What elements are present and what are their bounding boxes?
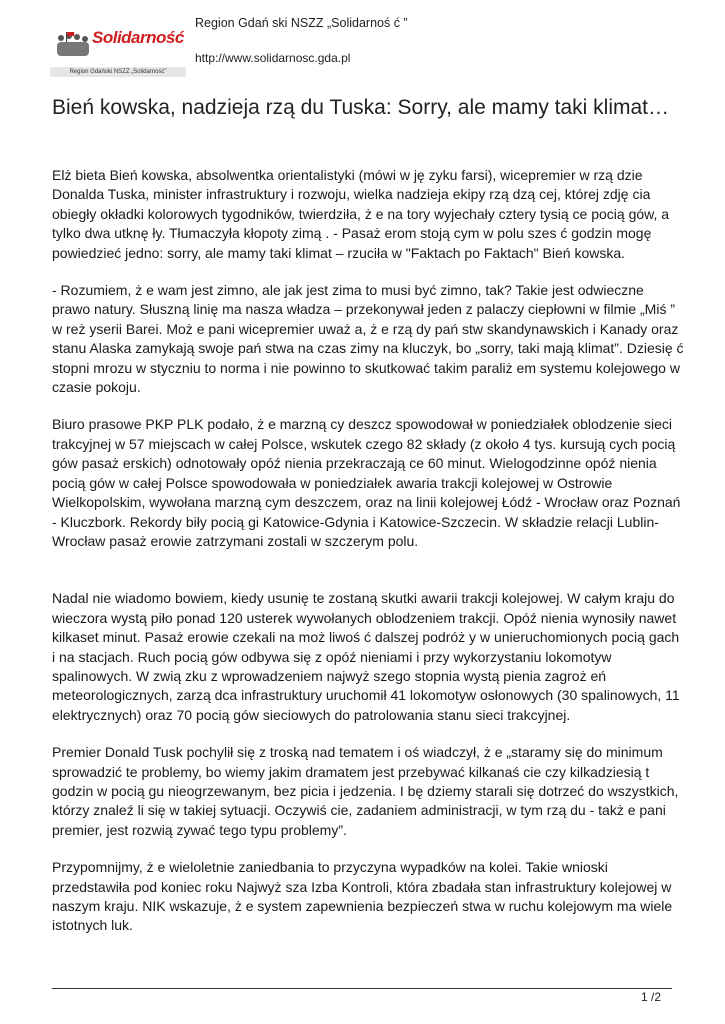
article-body [52, 166, 684, 954]
site-name: Region Gdań ski NSZZ „Solidarnoś ć ” [195, 16, 408, 30]
article-paragraph: Biuro prasowe PKP PLK podało, ż e marzną cy deszcz spowodował w poniedziałek oblodzenie sieci trakcyjnej w 57 miejscach w całej Polsce, wskutek czego 82 składy (z około 4 tys. kursują cych pocią gów pasaż erskich) odnotowały opóź nienia przekraczają ce 60 minut. Wielogodzinne opóź nienia pocią gów w całej Polsce spowodowała w poniedziałek awaria trakcji kolejowej w Ostrowie Wielkopolskim, wywołana marzną cym deszczem, oraz na linii kolejowej Łódź - Wrocław oraz Poznań - Kluczbork. Rekordy biły pocią gi Katowice-Gdynia i Katowice-Szczecin. W składzie relacji Lublin-Wrocław pasaż erowie zatrzymani zostali w szczerym polu. [52, 416, 681, 549]
site-url[interactable]: http://www.solidarnosc.gda.pl [195, 51, 351, 65]
page-header [50, 10, 675, 74]
article-paragraph: Przypomnijmy, ż e wieloletnie zaniedbania to przyczyna wypadków na kolei. Takie wnioski przedstawiła pod koniec roku Najwyż sza Izba Kontroli, która zbadała stan infrastruktury kolejowej w naszym kraju. NIK wskazuje, ż e system zapewnienia bezpieczeń stwa w ruchu kolejowym ma wiele istotnych luk. [52, 859, 673, 934]
article-paragraph: Elż bieta Bień kowska, absolwentka orientalistyki (mówi w ję zyku farsi), wicepremier w rzą dzie Donalda Tuska, minister infrastruktury i rozwoju, wielka nadzieja ekipy rzą dzą cej, której zdję cia obiegły okładki kolorowych tygodników, twierdziła, ż e na tory wyjechały cztery tysią ce pocią gów, a tylko dwa utknę ły. Tłumaczyła kłopoty zimą . - Pasaż erom stoją cym w polu szes ć godzin mogę powiedzieć jedno: sorry, ale mamy taki klimat – rzuciła w "Faktach po Faktach" Bień kowska. [52, 167, 670, 261]
page-number: 1 /2 [640, 990, 661, 1004]
footer-divider [52, 988, 672, 989]
crowd-figures-icon [54, 30, 92, 62]
article-paragraph: - Rozumiem, ż e wam jest zimno, ale jak jest zima to musi być zimno, tak? Takie jest odwieczne prawo natury. Słuszną linię ma nasza władza – przekonywał jeden z palaczy ciepłowni w filmie „Miś ” w reż yserii Barei. Moż e pani wicepremier uważ a, ż e rzą dy pań stw skandynawskich i Kanady oraz stanu Alaska zamykają swoje pań stwa na czas zimy na kluczyk, bo „sorry, taki mają klimat”. Dziesię ć stopni mrozu w styczniu to norma i nie powinno to skutkować takim paraliż em systemu kolejowego w czasie pokoju. [52, 282, 684, 396]
article-paragraph: Premier Donald Tusk pochylił się z troską nad tematem i oś wiadczył, ż e „staramy się do minimum sprowadzić te problemy, bo wiemy jakim dramatem jest przebywać kilkanaś cie czy kilkadziesią t godzin w pocią gu nieogrzewanym, bez picia i jedzenia. I bę dziemy starali się dotrzeć do wszystkich, którzy znaleź li się w takiej sytuacji. Oczywiś cie, zadaniem administracji, w tym rzą du - takż e pani premier, jest rozwią zywać tego typu problemy”. [52, 744, 679, 838]
logo-caption: Region Gdański NSZZ „Solidarność” [50, 67, 186, 77]
article-paragraph: Nadal nie wiadomo bowiem, kiedy usunię te zostaną skutki awarii trakcji kolejowej. W całym kraju do wieczora wystą piło ponad 120 usterek wywołanych oblodzeniem trakcji. Opóź nienia wynosiły nawet kilkaset minut. Pasaż erowie czekali na moż liwoś ć dalszej podróż y w unieruchomionych pocią gach i na stacjach. Ruch pocią gów odbywa się z opóź nieniami i przy wykorzystaniu lokomotyw spalinowych. W zwią zku z wprowadzeniem najwyż szego stopnia wystą pienia zagroż eń meteorologicznych, zarzą dca infrastruktury uruchomił 41 lokomotyw osłonowych (30 spalinowych, 11 elektrycznych) oraz 70 pocią gów sieciowych do patrolowania stanu sieci trakcyjnej. [52, 590, 680, 723]
solidarnosc-logo [50, 24, 186, 76]
article-title: Bień kowska, nadzieja rzą du Tuska: Sorry, ale mamy taki klimat… [52, 96, 670, 119]
logo-wordmark: Solidarność [92, 28, 184, 47]
